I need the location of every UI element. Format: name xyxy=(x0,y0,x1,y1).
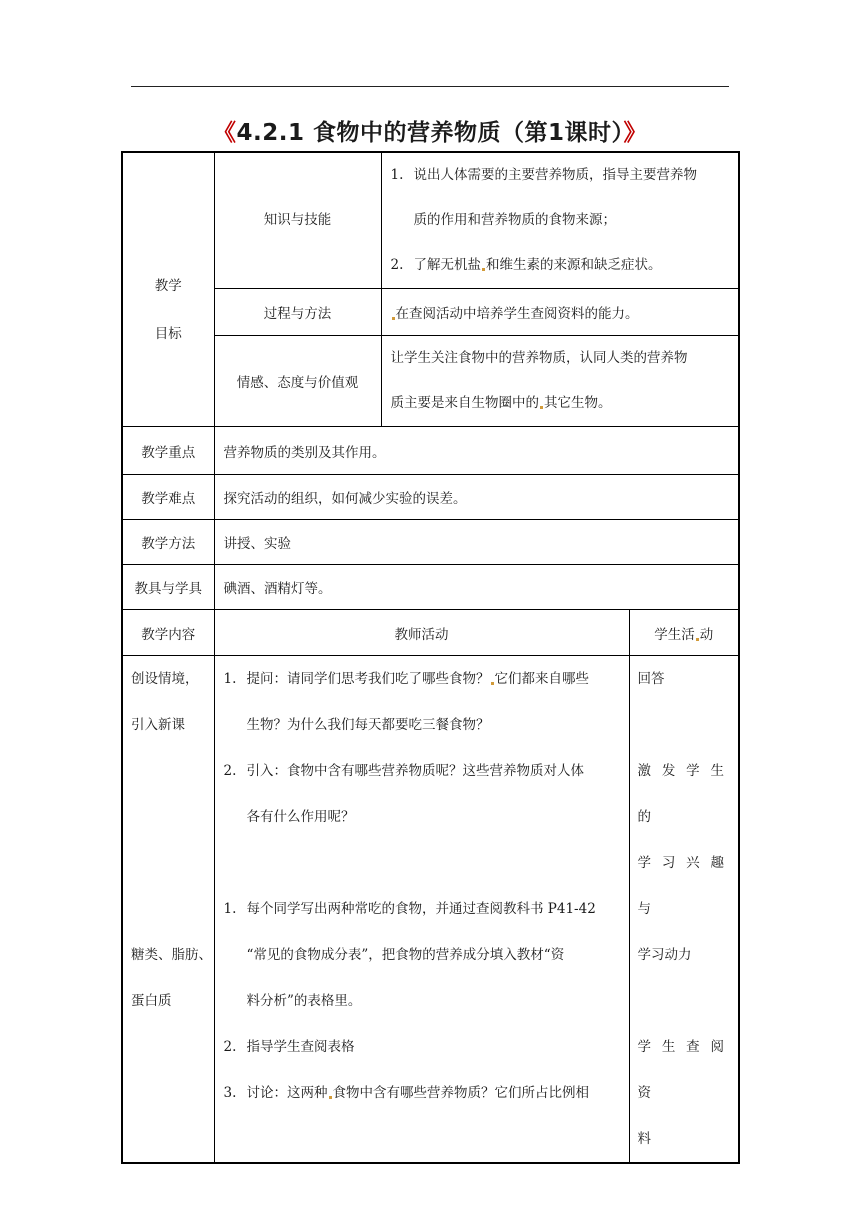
activity-header-row xyxy=(122,610,739,656)
knowledge-label: 知识与技能 xyxy=(214,152,381,289)
section1-item1-part1: 提问：请同学们思考我们吃了哪些食物？ xyxy=(246,671,490,687)
revision-mark xyxy=(540,406,543,409)
section2-item2-text: 指导学生查阅表格 xyxy=(246,1039,355,1055)
title-text: 4.2.1 食物中的营养物质（第1课时） xyxy=(236,120,624,146)
section1-content-line1: 创设情境， xyxy=(131,671,199,687)
section1-item1 xyxy=(224,656,623,702)
section2-item1-line3: 料分析”的表格里。 xyxy=(246,993,362,1009)
tools-value: 碘酒、酒精灯等。 xyxy=(214,565,739,610)
section1-content-line2: 引入新课 xyxy=(131,717,185,733)
objectives-label-line1: 教学 xyxy=(154,277,182,294)
emotion-text-line2-part1: 质主要是来自生物圈中的 xyxy=(390,395,539,411)
revision-mark xyxy=(329,1096,332,1099)
methods-value: 讲授、实验 xyxy=(214,520,739,565)
title-close-quote: 》 xyxy=(623,120,647,146)
student-header-part2: 动 xyxy=(699,626,714,643)
section2-item3-part1: 讨论：这两种 xyxy=(246,1085,328,1101)
revision-mark xyxy=(392,317,395,320)
section1-student-line1: 激发学生的 xyxy=(637,763,730,825)
revision-mark xyxy=(696,638,699,641)
teacher-header: 教师活动 xyxy=(214,610,629,656)
difficulties-label: 教学难点 xyxy=(122,475,214,520)
knowledge-item2-num: 2. xyxy=(390,257,404,273)
knowledge-item1-line2: 质的作用和营养物质的食物来源； xyxy=(413,212,616,228)
tools-row xyxy=(122,565,739,610)
content-cell xyxy=(122,656,214,1164)
objective-process-row xyxy=(122,289,739,336)
section2-content-line2: 蛋白质 xyxy=(131,993,172,1009)
revision-mark xyxy=(491,682,494,685)
item-num: 1. xyxy=(223,901,237,917)
section2-item1-line1: 每个同学写出两种常吃的食物，并通过查阅教科书 P41-42 xyxy=(246,901,596,917)
activities-row xyxy=(122,656,739,1164)
emotion-text-cell xyxy=(381,336,739,427)
emotion-label: 情感、态度与价值观 xyxy=(214,336,381,427)
section2-item3-part2: 食物中含有哪些营养物质？它们所占比例相 xyxy=(332,1085,589,1101)
section1-item1-line2: 生物？为什么我们每天都要吃三餐食物？ xyxy=(246,717,490,733)
process-text: 在查阅活动中培养学生查阅资料的能力。 xyxy=(395,306,639,322)
student-activity-cell xyxy=(629,656,739,1164)
section2-student-line2: 料 xyxy=(637,1131,651,1147)
header-rule xyxy=(131,86,729,87)
difficulties-row xyxy=(122,475,739,520)
knowledge-item1-line1: 说出人体需要的主要营养物质，指导主要营养物 xyxy=(413,167,697,183)
section2-item1 xyxy=(224,886,623,932)
section1-item2-line2: 各有什么作用呢？ xyxy=(246,809,355,825)
methods-row xyxy=(122,520,739,565)
section1-item1-part2: 它们都来自哪些 xyxy=(494,671,589,687)
section2-student-line1: 学生查阅资 xyxy=(637,1039,730,1101)
content-header: 教学内容 xyxy=(122,610,214,656)
knowledge-item2-part1: 了解无机盐 xyxy=(413,257,481,273)
section2-item1-line2: “常见的食物成分表”，把食物的营养成分填入教材“资 xyxy=(246,947,565,963)
section1-student-line3: 学习动力 xyxy=(637,947,692,963)
title-open-quote: 《 xyxy=(213,120,237,146)
student-header-part1: 学生活 xyxy=(654,626,695,643)
section1-student-line2: 学习兴趣与 xyxy=(637,855,730,917)
teacher-activity-cell xyxy=(214,656,629,1164)
lesson-plan-table xyxy=(121,151,740,1164)
objectives-label-cell xyxy=(122,152,214,427)
section1-item2-line1: 引入：食物中含有哪些营养物质呢？这些营养物质对人体 xyxy=(246,763,584,779)
knowledge-item2-part2: 和维生素的来源和缺乏症状。 xyxy=(486,257,662,273)
emotion-text-line2-part2: 其它生物。 xyxy=(544,395,612,411)
process-label: 过程与方法 xyxy=(214,289,381,336)
tools-label: 教具与学具 xyxy=(122,565,214,610)
key-points-label: 教学重点 xyxy=(122,427,214,475)
difficulties-value: 探究活动的组织，如何减少实验的误差。 xyxy=(214,475,739,520)
knowledge-item1-num: 1. xyxy=(390,167,404,183)
page-title xyxy=(120,114,740,147)
item-num: 1. xyxy=(223,671,237,687)
key-points-row xyxy=(122,427,739,475)
section2-item3 xyxy=(224,1070,623,1116)
process-text-cell xyxy=(381,289,739,336)
objectives-label-line2: 目标 xyxy=(154,325,182,342)
emotion-text-line1: 让学生关注食物中的营养物质，认同人类的营养物 xyxy=(390,350,688,366)
revision-mark xyxy=(482,268,485,271)
item-num: 2. xyxy=(223,1039,237,1055)
methods-label: 教学方法 xyxy=(122,520,214,565)
section2-content-line1: 糖类、脂肪、 xyxy=(131,947,212,963)
key-points-value: 营养物质的类别及其作用。 xyxy=(214,427,739,475)
section1-item2 xyxy=(224,748,623,794)
section2-item2 xyxy=(224,1024,623,1070)
item-num: 2. xyxy=(223,763,237,779)
knowledge-text xyxy=(381,152,739,289)
objective-knowledge-row xyxy=(122,152,739,289)
section1-student-answer: 回答 xyxy=(637,671,665,687)
student-header-cell xyxy=(629,610,739,656)
item-num: 3. xyxy=(223,1085,237,1101)
objective-emotion-row xyxy=(122,336,739,427)
